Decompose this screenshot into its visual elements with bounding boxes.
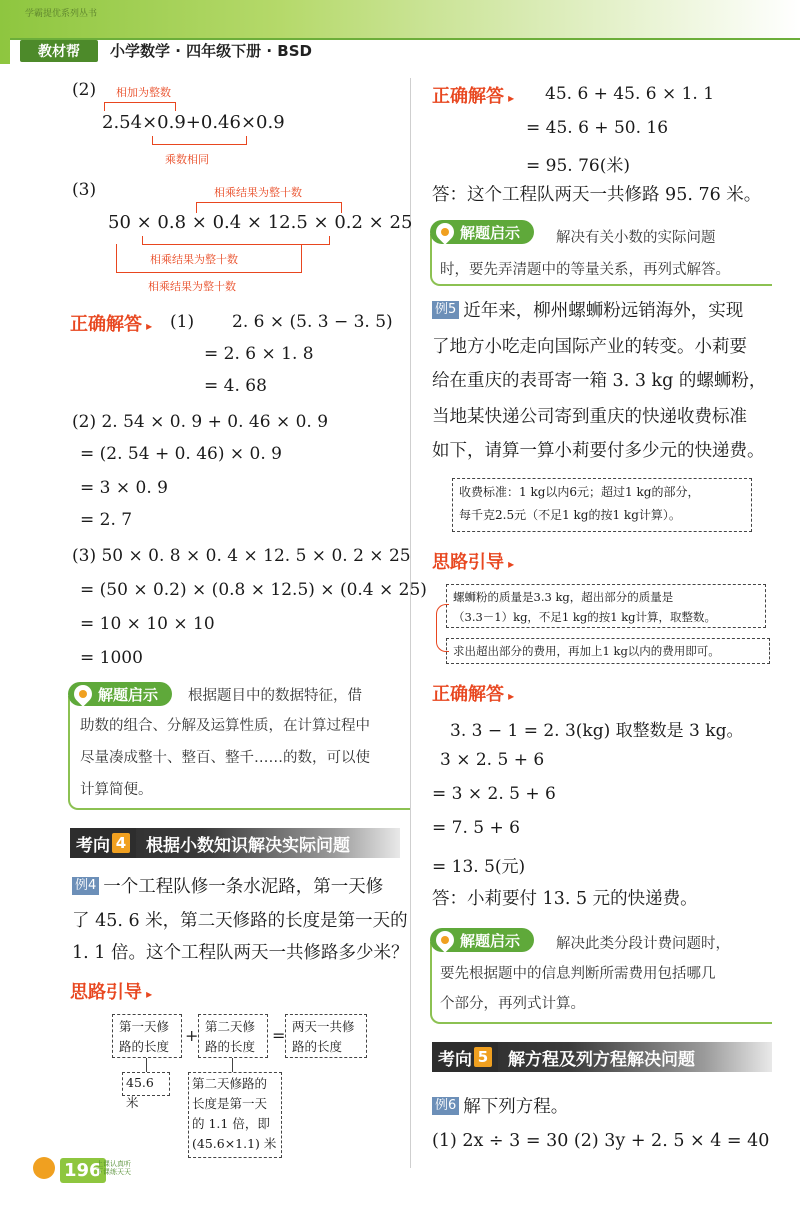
section-4-heading: [70, 828, 400, 858]
example-5-line-2: 了地方小吃走向国际产业的转变。小莉要: [432, 337, 747, 357]
plus-sign: +: [185, 1026, 199, 1045]
mascot-icon: [33, 1157, 55, 1179]
solution-3-line-2: = (50 × 0.2) × (0.8 × 12.5) × (0.4 × 25): [80, 580, 427, 600]
answer-5-line-5: = 13. 5(元): [432, 857, 526, 877]
answer-5-line-2: 3 × 2. 5 + 6: [440, 750, 545, 770]
tip-badge-right-1: 解题启示: [430, 220, 534, 244]
solution-1-line-1: 2. 6 × (5. 3 − 3. 5): [232, 312, 393, 332]
example-5-line-3: 给在重庆的表哥寄一箱 3. 3 kg 的螺蛳粉，: [432, 371, 767, 391]
tip-2-line-3: 个部分，再列式计算。: [440, 996, 585, 1012]
tip-badge-left: 解题启示: [68, 682, 172, 706]
example-6-equations: (1) 2x ÷ 3 = 30 (2) 3y + 2. 5 × 4 = 40: [432, 1131, 770, 1151]
column-divider: [410, 78, 411, 1168]
section-tag: 考向 4: [70, 828, 136, 858]
series-tag: 学霸提优系列丛书: [25, 9, 98, 19]
solution-2-line-1: (2) 2. 54 × 0. 9 + 0. 46 × 0. 9: [72, 412, 329, 432]
think-label-left: 思路引导 ▸: [70, 982, 153, 1003]
flow-value-day1: 45.6米: [122, 1072, 170, 1096]
problem-3-label: (3): [72, 180, 97, 200]
example-tag: 例4: [72, 877, 99, 895]
flow-box-day2: 第二天修 路的长度: [198, 1014, 268, 1058]
section-tag: 考向 5: [432, 1042, 498, 1072]
tip-2-line-2: 要先根据题中的信息判断所需费用包括哪几: [440, 966, 716, 982]
solution-3-line-1: (3) 50 × 0. 8 × 0. 4 × 12. 5 × 0. 2 × 25: [72, 546, 411, 566]
example-4-line-2: 了 45. 6 米，第二天修路的长度是第一天的: [72, 911, 408, 931]
flow-box-day1: 第一天修 路的长度: [112, 1014, 182, 1058]
brand-badge: 教材帮: [20, 40, 98, 62]
tip-1-line-1: 解决有关小数的实际问题: [556, 230, 716, 246]
problem-2-expression: 2.54×0.9+0.46×0.9: [102, 112, 285, 133]
answer-4-line-1: 45. 6 + 45. 6 × 1. 1: [545, 84, 715, 104]
tip-line-2: 助数的组合、分解及运算性质，在计算过程中: [80, 718, 370, 734]
annotation-product-ten-2: 相乘结果为整十数: [150, 253, 238, 266]
bracket-top: [104, 102, 176, 111]
tip-1-line-2: 时，要先弄清题中的等量关系，再列式解答。: [440, 262, 730, 278]
location-pin-icon: [432, 927, 457, 952]
flow-box-total: 两天一共修 路的长度: [285, 1014, 367, 1058]
example-5-line-1: 例5 近年来，柳州螺蛳粉远销海外，实现: [432, 296, 743, 326]
tip-line-1: 根据题目中的数据特征，借: [188, 688, 362, 704]
tip-line-3: 尽量凑成整十、整百、整千……的数，可以使: [80, 750, 370, 766]
example-tag: 例6: [432, 1097, 459, 1115]
flow-value-day2: 第二天修路的 长度是第一天 的 1.1 倍，即 (45.6×1.1) 米: [188, 1072, 282, 1158]
equals-sign: =: [272, 1026, 286, 1045]
annotation-sum-integer: 相加为整数: [116, 86, 171, 99]
bracket-bottom-3: [116, 244, 302, 273]
solution-1-label: (1): [170, 312, 195, 332]
example-5-line-5: 如下，请算一算小莉要付多少元的快递费。: [432, 441, 765, 461]
footer-slogan: 上课认真听 下课练天天: [96, 1160, 131, 1176]
bracket-bottom: [152, 136, 247, 145]
section-number: 5: [474, 1047, 492, 1067]
answer-4-line-3: = 95. 76(米): [526, 156, 630, 176]
section-number: 4: [112, 833, 130, 853]
answer-label-left: 正确解答 ▸: [70, 314, 153, 335]
section-title: 根据小数知识解决实际问题: [146, 835, 350, 856]
answer-5-conclusion: 答：小莉要付 13. 5 元的快递费。: [432, 889, 698, 909]
solution-1-line-3: = 4. 68: [204, 376, 267, 396]
page-number: 196: [60, 1158, 106, 1183]
solution-2-line-2: = (2. 54 + 0. 46) × 0. 9: [80, 444, 282, 464]
answer-5-line-1: 3. 3 − 1 = 2. 3(kg) 取整数是 3 kg。: [450, 721, 744, 741]
answer-label-right: 正确解答 ▸: [432, 86, 515, 107]
example-4-line-3: 1. 1 倍。这个工程队两天一共修路多少米？: [72, 943, 409, 963]
example-4-line-1: 例4 一个工程队修一条水泥路，第一天修: [72, 872, 383, 902]
example-tag: 例5: [432, 301, 459, 319]
answer2-label-right: 正确解答 ▸: [432, 684, 515, 705]
answer-5-line-4: = 7. 5 + 6: [432, 818, 520, 838]
section-title: 解方程及列方程解决问题: [508, 1049, 695, 1070]
location-pin-icon: [70, 681, 95, 706]
example-6-line: 例6 解下列方程。: [432, 1092, 568, 1122]
tip-line-4: 计算简便。: [80, 782, 153, 798]
answer-5-line-3: = 3 × 2. 5 + 6: [432, 784, 556, 804]
section-5-heading: [432, 1042, 772, 1072]
think-box-1: 螺蛳粉的质量是3.3 kg，超出部分的质量是 （3.3－1）kg，不足1 kg的按1 kg计算，取整数。: [446, 584, 766, 628]
location-pin-icon: [432, 219, 457, 244]
annotation-same-factor: 乘数相同: [165, 153, 209, 166]
problem-3-expression: 50 × 0.8 × 0.4 × 12.5 × 0.2 × 25: [108, 212, 413, 233]
answer-4-conclusion: 答：这个工程队两天一共修路 95. 76 米。: [432, 185, 762, 205]
solution-2-line-3: = 3 × 0. 9: [80, 478, 168, 498]
book-title: 小学数学 · 四年级下册 · BSD: [110, 42, 312, 60]
annotation-product-ten-1: 相乘结果为整十数: [214, 186, 302, 199]
flow-connector-1: [146, 1058, 147, 1072]
fee-standard-box: 收费标准：1 kg以内6元；超过1 kg的部分， 每千克2.5元（不足1 kg的按1 kg计算）。: [452, 478, 752, 532]
answer-4-line-2: = 45. 6 + 50. 16: [526, 118, 669, 138]
think-label-right: 思路引导 ▸: [432, 552, 515, 573]
solution-2-line-4: = 2. 7: [80, 510, 133, 530]
flow-connector-2: [232, 1058, 233, 1072]
example-5-line-4: 当地某快递公司寄到重庆的快递收费标准: [432, 407, 747, 427]
problem-2-label: (2): [72, 80, 97, 100]
solution-3-line-4: = 1000: [80, 648, 143, 668]
solution-3-line-3: = 10 × 10 × 10: [80, 614, 215, 634]
annotation-product-ten-3: 相乘结果为整十数: [148, 280, 236, 293]
think-box-2: 求出超出部分的费用，再加上1 kg以内的费用即可。: [446, 638, 770, 664]
tip-badge-right-2: 解题启示: [430, 928, 534, 952]
solution-1-line-2: = 2. 6 × 1. 8: [204, 344, 314, 364]
tip-2-line-1: 解决此类分段计费问题时，: [556, 936, 730, 952]
